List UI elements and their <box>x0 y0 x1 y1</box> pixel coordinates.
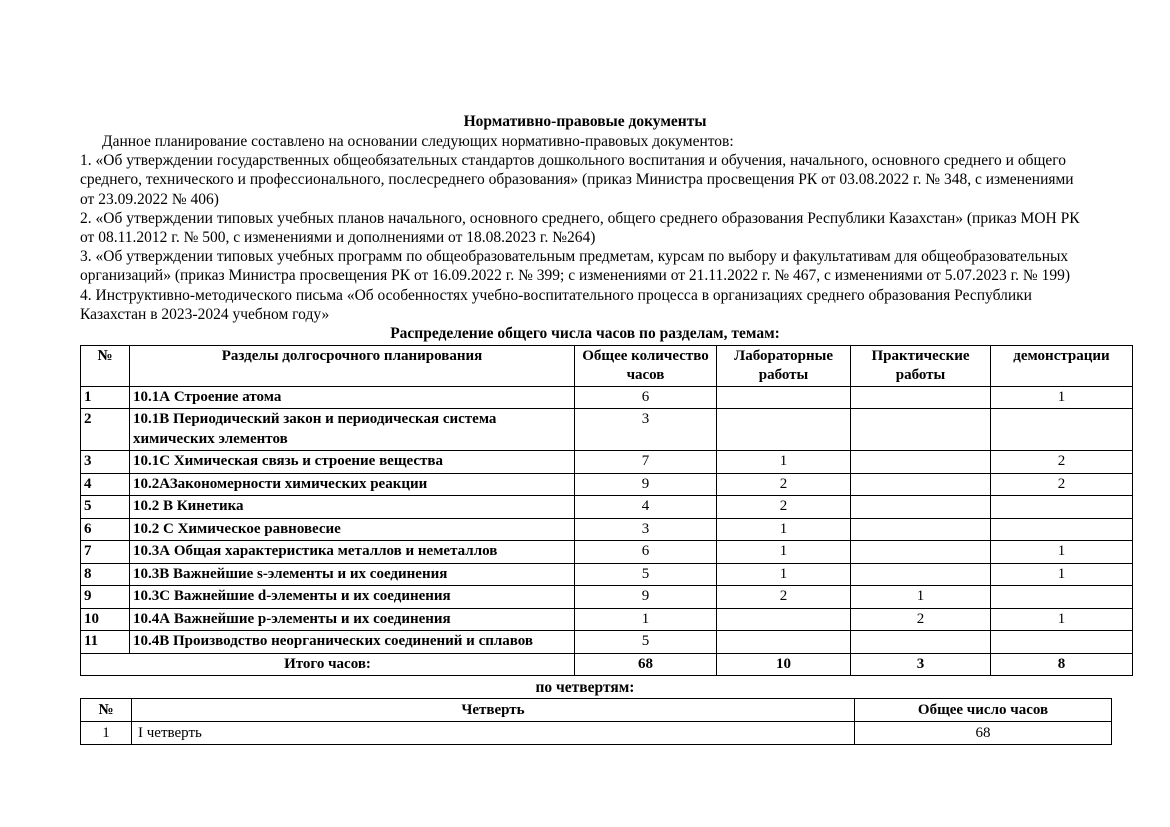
total-total: 68 <box>575 653 717 676</box>
cell-total: 7 <box>575 451 717 474</box>
cell-total: 6 <box>575 386 717 409</box>
quarters-header-number: № <box>81 699 132 722</box>
cell-demo <box>991 631 1133 654</box>
table-row <box>81 386 1133 409</box>
cell-section: 10.2 В Кинетика <box>130 496 575 519</box>
cell-practical <box>851 451 991 474</box>
quarters-cell-quarter: I четверть <box>132 722 855 745</box>
cell-section: 10.2 С Химическое равновесие <box>130 518 575 541</box>
table-row <box>81 473 1133 496</box>
cell-lab: 2 <box>717 496 851 519</box>
cell-number: 6 <box>81 518 130 541</box>
header-cell-demo: демонстрации <box>991 345 1133 386</box>
cell-number: 9 <box>81 586 130 609</box>
cell-section: 10.4А Важнейшие р-элементы и их соединения <box>130 608 575 631</box>
cell-lab <box>717 608 851 631</box>
cell-section: 10.1А Строение атома <box>130 386 575 409</box>
quarters-heading: по четвертям: <box>535 679 635 697</box>
cell-demo: 1 <box>991 386 1133 409</box>
quarters-header-quarter: Четверть <box>132 699 855 722</box>
table-row <box>81 496 1133 519</box>
cell-lab: 1 <box>717 563 851 586</box>
table-row <box>81 518 1133 541</box>
cell-total: 9 <box>575 586 717 609</box>
cell-number: 3 <box>81 451 130 474</box>
cell-section: 10.3А Общая характеристика металлов и неметаллов <box>130 541 575 564</box>
cell-number: 1 <box>81 386 130 409</box>
quarters-header-row <box>81 699 1112 722</box>
cell-lab: 1 <box>717 451 851 474</box>
quarters-table-header <box>81 699 1112 722</box>
cell-demo <box>991 496 1133 519</box>
quarters-table-body <box>81 722 1112 745</box>
cell-lab <box>717 386 851 409</box>
cell-practical: 1 <box>851 586 991 609</box>
cell-demo: 1 <box>991 541 1133 564</box>
quarters-table-row <box>81 722 1112 745</box>
cell-practical <box>851 473 991 496</box>
cell-practical <box>851 541 991 564</box>
cell-total: 6 <box>575 541 717 564</box>
distribution-heading: Распределение общего числа часов по разделам, темам: <box>390 325 780 343</box>
cell-practical <box>851 563 991 586</box>
table-row <box>81 563 1133 586</box>
cell-practical <box>851 518 991 541</box>
header-cell-practical: Практические работы <box>851 345 991 386</box>
table-row <box>81 608 1133 631</box>
cell-demo <box>991 518 1133 541</box>
normative-paragraph-1: 1. «Об утверждении государственных общеобязательных стандартов дошкольного воспитания и обучения, начального, основного среднего и общего среднего, технического и профессионального, послесреднего образования» (приказ Министра просвещения РК от 03.08.2022 г. № 348, с изменениями от 23.09.2022 № 406) <box>80 152 1074 208</box>
cell-section: 10.4В Производство неорганических соединений и сплавов <box>130 631 575 654</box>
total-lab: 10 <box>717 653 851 676</box>
cell-number: 10 <box>81 608 130 631</box>
normative-paragraph-3: 3. «Об утверждении типовых учебных программ по общеобразовательным предметам, курсам по выбору и факультативам для общеобразовательных организаций» (приказ Министра просвещения РК от 16.09.2022 г. № 399; с изменениями от 21.11.2022 г. № 467, с изменениями от 5.07.2023 г. № 199) <box>80 248 1071 285</box>
cell-lab: 2 <box>717 586 851 609</box>
quarters-header-hours: Общее число часов <box>855 699 1112 722</box>
cell-total: 5 <box>575 631 717 654</box>
cell-number: 2 <box>81 409 130 451</box>
table-row <box>81 451 1133 474</box>
quarters-cell-hours: 68 <box>855 722 1112 745</box>
cell-lab <box>717 409 851 451</box>
cell-section: 10.1С Химическая связь и строение вещества <box>130 451 575 474</box>
table-row <box>81 541 1133 564</box>
cell-number: 4 <box>81 473 130 496</box>
header-cell-section: Разделы долгосрочного планирования <box>130 345 575 386</box>
table-body <box>81 386 1133 676</box>
total-practical: 3 <box>851 653 991 676</box>
header-cell-number: № <box>81 345 130 386</box>
cell-section: 10.3С Важнейшие d-элементы и их соединения <box>130 586 575 609</box>
cell-section: 10.3В Важнейшие s-элементы и их соединения <box>130 563 575 586</box>
cell-number: 11 <box>81 631 130 654</box>
cell-total: 3 <box>575 518 717 541</box>
cell-number: 5 <box>81 496 130 519</box>
cell-demo: 1 <box>991 563 1133 586</box>
cell-total: 4 <box>575 496 717 519</box>
table-row <box>81 631 1133 654</box>
table-header <box>81 345 1133 386</box>
cell-demo: 2 <box>991 451 1133 474</box>
normative-paragraph-2: 2. «Об утверждении типовых учебных планов начального, основного среднего, общего среднего образования Республики Казахстан» (приказ МОН РК от 08.11.2012 г. № 500, с изменениями и дополнениями от 18.08.2023 г. №264) <box>80 209 1080 247</box>
total-label: Итого часов: <box>81 653 575 676</box>
cell-lab: 1 <box>717 541 851 564</box>
table-total-row <box>81 653 1133 676</box>
total-demo: 8 <box>991 653 1133 676</box>
header-cell-lab: Лабораторные работы <box>717 345 851 386</box>
cell-total: 9 <box>575 473 717 496</box>
quarters-table <box>80 698 1112 745</box>
cell-lab <box>717 631 851 654</box>
table-row <box>81 586 1133 609</box>
cell-lab: 1 <box>717 518 851 541</box>
cell-section: 10.2АЗакономерности химических реакции <box>130 473 575 496</box>
cell-demo: 1 <box>991 608 1133 631</box>
header-cell-total: Общее количество часов <box>575 345 717 386</box>
cell-practical <box>851 409 991 451</box>
quarters-cell-number: 1 <box>81 722 132 745</box>
cell-demo: 2 <box>991 473 1133 496</box>
table-row <box>81 409 1133 451</box>
intro-sentence: Данное планирование составлено на основании следующих нормативно-правовых документов: <box>102 133 734 150</box>
cell-demo <box>991 586 1133 609</box>
cell-section: 10.1В Периодический закон и периодическая система химических элементов <box>130 409 575 451</box>
hours-distribution-table <box>80 345 1133 677</box>
cell-total: 1 <box>575 608 717 631</box>
cell-lab: 2 <box>717 473 851 496</box>
cell-practical: 2 <box>851 608 991 631</box>
page-title: Нормативно-правовые документы <box>463 113 707 130</box>
table-header-row <box>81 345 1133 386</box>
cell-demo <box>991 409 1133 451</box>
cell-total: 3 <box>575 409 717 451</box>
normative-paragraph-4: 4. Инструктивно-методического письма «Об особенностях учебно-воспитательного процесса в организациях среднего образования Республики Казахстан в 2023-2024 учебном году» <box>80 286 1032 323</box>
cell-number: 8 <box>81 563 130 586</box>
cell-number: 7 <box>81 541 130 564</box>
cell-practical <box>851 631 991 654</box>
cell-practical <box>851 386 991 409</box>
cell-total: 5 <box>575 563 717 586</box>
cell-practical <box>851 496 991 519</box>
